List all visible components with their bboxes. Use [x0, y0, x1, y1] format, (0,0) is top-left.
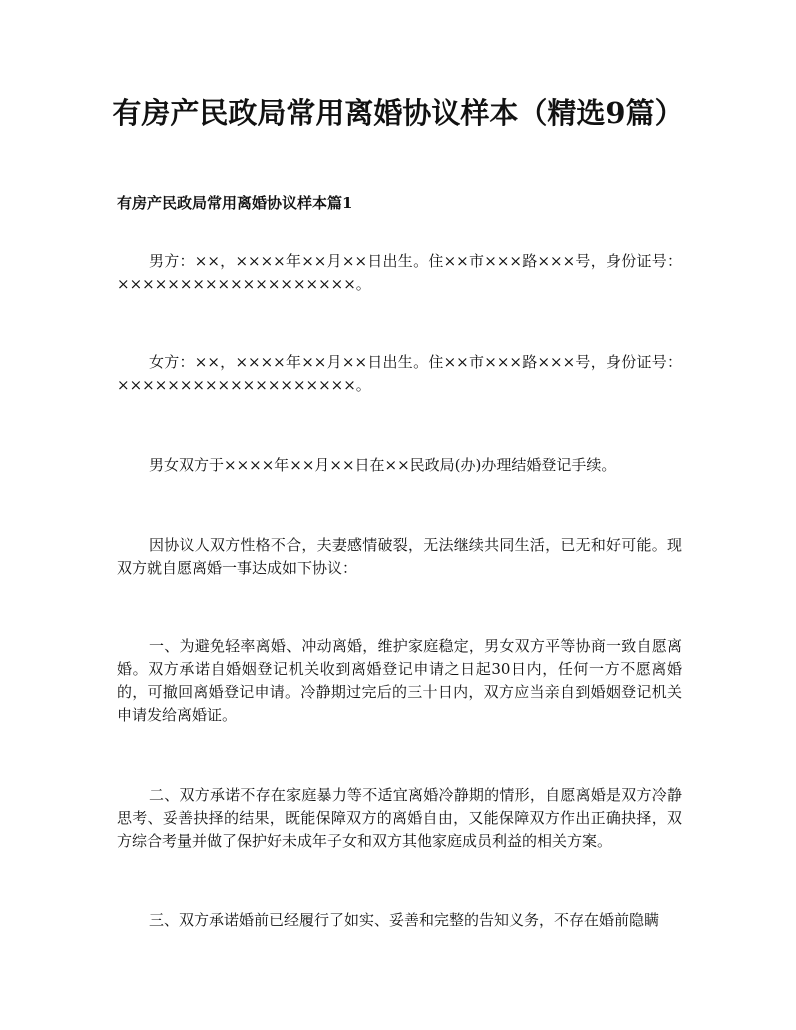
document-title: 有房产民政局常用离婚协议样本（精选9篇） — [112, 96, 684, 130]
paragraph-clause-1: 一、为避免轻率离婚、冲动离婚，维护家庭稳定，男女双方平等协商一致自愿离婚。双方承诺自婚姻登记机关收到离婚登记申请之日起30日内，任何一方不愿离婚的，可撤回离婚登记申请。冷静期过完后的三十日内，双方应当亲自到婚姻登记机关申请发给离婚证。 — [117, 637, 682, 724]
paragraph-clause-3: 三、双方承诺婚前已经履行了如实、妥善和完整的告知义务，不存在婚前隐瞒 — [149, 911, 660, 929]
paragraph-marriage-registration: 男女双方于××××年××月××日在××民政局(办)办理结婚登记手续。 — [149, 456, 617, 474]
paragraph-reason: 因协议人双方性格不合，夫妻感情破裂，无法继续共同生活，已无和好可能。现双方就自愿离婚一事达成如下协议： — [117, 536, 682, 577]
paragraph-female-party: 女方：××，××××年××月××日出生。住××市×××路×××号，身份证号：×××××××××××××××××××。 — [117, 353, 682, 394]
paragraph-clause-2: 二、双方承诺不存在家庭暴力等不适宜离婚冷静期的情形，自愿离婚是双方冷静思考、妥善抉择的结果，既能保障双方的离婚自由，又能保障双方作出正确抉择，双方综合考量并做了保护好未成年子女和双方其他家庭成员利益的相关方案。 — [117, 786, 682, 850]
section-heading: 有房产民政局常用离婚协议样本篇1 — [117, 194, 353, 212]
paragraph-male-party: 男方：××，××××年××月××日出生。住××市×××路×××号，身份证号：×××××××××××××××××××。 — [117, 252, 682, 293]
